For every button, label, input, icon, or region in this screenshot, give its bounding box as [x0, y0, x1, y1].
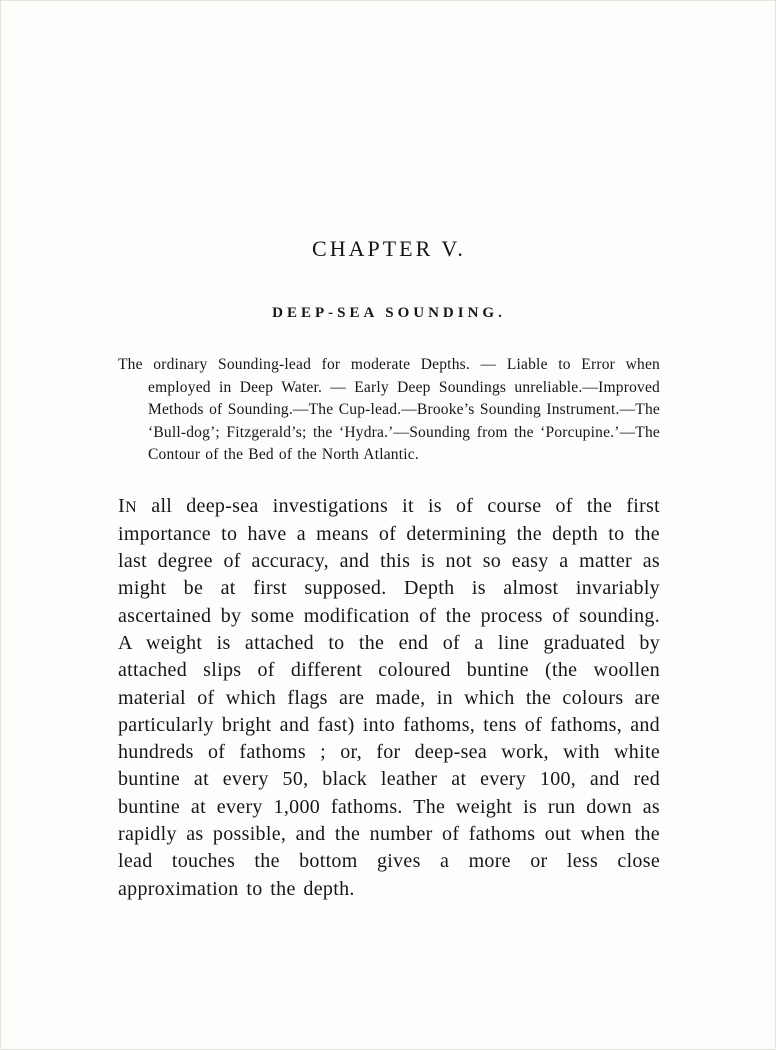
section-heading: DEEP-SEA SOUNDING.	[272, 305, 506, 321]
opening-smallcap: N	[125, 498, 138, 516]
body-text: all deep-sea investigations it is of course of the first importance to have a means of determining the depth to the last degree of accuracy, and this is not so easy a matter as might be at first supposed. Depth is almost invariably ascertained by some modification of the process of sounding. A weight is attached to the end of a line graduated by attached slips of different coloured buntine (the woollen material of which flags are made, in which the colours are particularly bright and fast) into fathoms, tens of fathoms, and hundreds of fathoms ; or, for deep-sea work, with white buntine at every 50, black leather at every 100, and red buntine at every 1,000 fathoms. The weight is run down as rapidly as possible, and the number of fathoms out when the lead touches the bottom gives a more or less close approximation to the depth.	[118, 494, 660, 900]
chapter-synopsis: The ordinary Sounding-lead for moderate Depths. — Liable to Error when employed in Deep Water. — Early Deep Soundings unreliable.—Improved Methods of Sounding.—The Cup-lead.—Brooke’s Sounding Instrument.—The ‘Bull-dog’; Fitzgerald’s; the ‘Hydra.’—Sounding from the ‘Porcupine.’—The Contour of the Bed of the North Atlantic.	[118, 356, 660, 463]
body-paragraph	[118, 493, 660, 903]
chapter-heading: CHAPTER V.	[312, 236, 466, 261]
opening-initial: I	[118, 494, 126, 517]
text-block	[118, 0, 660, 903]
